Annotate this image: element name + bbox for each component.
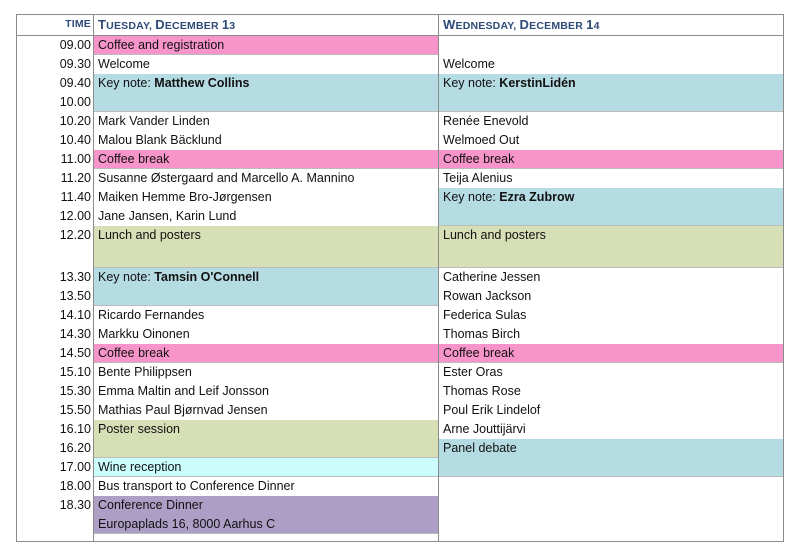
wednesday-session	[439, 226, 783, 268]
time-label: 18.30	[59, 497, 91, 512]
time-label: 12.00	[59, 209, 91, 223]
wednesday-session	[439, 74, 783, 112]
session-title: Bente Philippsen	[98, 364, 192, 379]
time-label: 10.00	[59, 95, 91, 109]
tuesday-session	[94, 74, 438, 112]
tuesday-session	[94, 36, 438, 55]
tuesday-session	[94, 344, 438, 363]
wednesday-session	[439, 344, 783, 363]
time-label: 15.50	[59, 402, 91, 417]
keynote-prefix: Key note:	[443, 76, 500, 90]
header-time-label: TIME	[65, 18, 91, 30]
time-label: 15.30	[59, 383, 91, 398]
tuesday-session	[94, 458, 438, 477]
session-title: Mark Vander Linden	[98, 114, 210, 128]
session-title: Welcome	[443, 57, 495, 71]
wednesday-session	[439, 131, 783, 150]
time-label: 17.00	[59, 459, 91, 474]
session-title: Bus transport to Conference Dinner	[98, 478, 295, 493]
tuesday-session	[94, 477, 438, 496]
schedule-table	[16, 14, 784, 542]
session-title: Lunch and posters	[443, 228, 546, 242]
keynote-prefix: Key note:	[98, 269, 155, 284]
session-title: Wine reception	[98, 459, 182, 474]
keynote-prefix: Key note:	[443, 190, 500, 204]
session-title: Welcome	[98, 57, 150, 71]
time-label: 11.40	[60, 190, 91, 204]
session-title: Susanne Østergaard and Marcello A. Mannino	[98, 171, 355, 185]
time-label: 11.00	[60, 152, 91, 166]
session-title: Maiken Hemme Bro-Jørgensen	[98, 190, 272, 204]
session-title: Welmoed Out	[443, 133, 520, 147]
tuesday-session	[94, 55, 438, 74]
time-label: 13.30	[59, 269, 91, 284]
time-label: 16.20	[59, 440, 91, 455]
time-label: 10.40	[59, 133, 91, 147]
time-label: 12.20	[59, 228, 91, 242]
session-title: Panel debate	[443, 440, 517, 455]
wednesday-session	[439, 287, 783, 306]
tuesday-session	[94, 363, 438, 382]
time-label: 10.20	[59, 114, 91, 128]
session-title: Thomas Rose	[443, 383, 521, 398]
time-label: 15.10	[59, 364, 91, 379]
session-title: Malou Blank Bäcklund	[98, 133, 222, 147]
session-title: Ricardo Fernandes	[98, 307, 205, 322]
time-label: 13.50	[59, 288, 91, 303]
tuesday-session	[94, 150, 438, 169]
time-label: 14.30	[59, 326, 91, 341]
tuesday-session	[94, 401, 438, 420]
session-title: Coffee break	[443, 345, 515, 360]
session-title: Teija Alenius	[443, 171, 513, 185]
session-title: Rowan Jackson	[443, 288, 532, 303]
keynote-speaker: Matthew Collins	[154, 76, 250, 90]
time-label: 09.30	[59, 57, 91, 71]
session-title: Mathias Paul Bjørnvad Jensen	[98, 402, 268, 417]
tuesday-session	[94, 131, 438, 150]
wednesday-session	[439, 55, 783, 74]
tuesday-session	[94, 496, 438, 534]
session-title: Poster session	[98, 421, 180, 436]
wednesday-session	[439, 306, 783, 325]
session-title: Emma Maltin and Leif Jonsson	[98, 383, 269, 398]
tuesday-session	[94, 112, 438, 131]
session-title: Coffee break	[98, 152, 170, 166]
time-label: 14.10	[59, 307, 91, 322]
wednesday-session	[439, 382, 783, 401]
tuesday-session	[94, 207, 438, 226]
tuesday-session	[94, 306, 438, 325]
keynote-speaker: Ezra Zubrow	[499, 190, 575, 204]
wednesday-session	[439, 188, 783, 226]
wednesday-session	[439, 363, 783, 382]
time-label: 14.50	[59, 345, 91, 360]
wednesday-session	[439, 401, 783, 420]
session-title: Renée Enevold	[443, 114, 529, 128]
time-label: 16.10	[59, 421, 91, 436]
wednesday-session	[439, 112, 783, 131]
session-title: Jane Jansen, Karin Lund	[98, 209, 237, 223]
session-title: Federica Sulas	[443, 307, 527, 322]
session-title: Ester Oras	[443, 364, 503, 379]
session-title: Catherine Jessen	[443, 269, 541, 284]
tuesday-session	[94, 169, 438, 188]
tuesday-session	[94, 188, 438, 207]
time-label: 18.00	[59, 478, 91, 493]
keynote-speaker: KerstinLidén	[499, 76, 576, 90]
wednesday-session	[439, 439, 783, 477]
time-label: 09.00	[59, 38, 91, 52]
wednesday-session	[439, 150, 783, 169]
session-title: Coffee break	[98, 345, 170, 360]
tuesday-session	[94, 382, 438, 401]
session-title: Coffee break	[443, 152, 515, 166]
session-title: Arne Jouttijärvi	[443, 421, 526, 436]
session-title: Lunch and posters	[98, 228, 201, 242]
session-title: Conference Dinner	[98, 497, 203, 512]
session-title: Coffee and registration	[98, 38, 225, 52]
tuesday-session	[94, 268, 438, 306]
time-label: 09.40	[59, 76, 91, 90]
wednesday-session	[439, 169, 783, 188]
tuesday-session	[94, 420, 438, 458]
session-title: Poul Erik Lindelof	[443, 402, 541, 417]
session-address: Europaplads 16, 8000 Aarhus C	[98, 516, 276, 531]
header-tuesday: TUESDAY, DECEMBER 13	[98, 17, 236, 32]
header-time	[17, 15, 94, 36]
keynote-prefix: Key note:	[98, 76, 155, 90]
wednesday-session	[439, 420, 783, 439]
header-wednesday: WEDNESDAY, DECEMBER 14	[443, 17, 600, 32]
wednesday-session	[439, 268, 783, 287]
wednesday-session	[439, 325, 783, 344]
tuesday-session	[94, 325, 438, 344]
session-title: Markku Oinonen	[98, 326, 190, 341]
tuesday-session	[94, 226, 438, 268]
time-label: 11.20	[60, 171, 91, 185]
keynote-speaker: Tamsin O'Connell	[154, 269, 260, 284]
session-title: Thomas Birch	[443, 326, 521, 341]
